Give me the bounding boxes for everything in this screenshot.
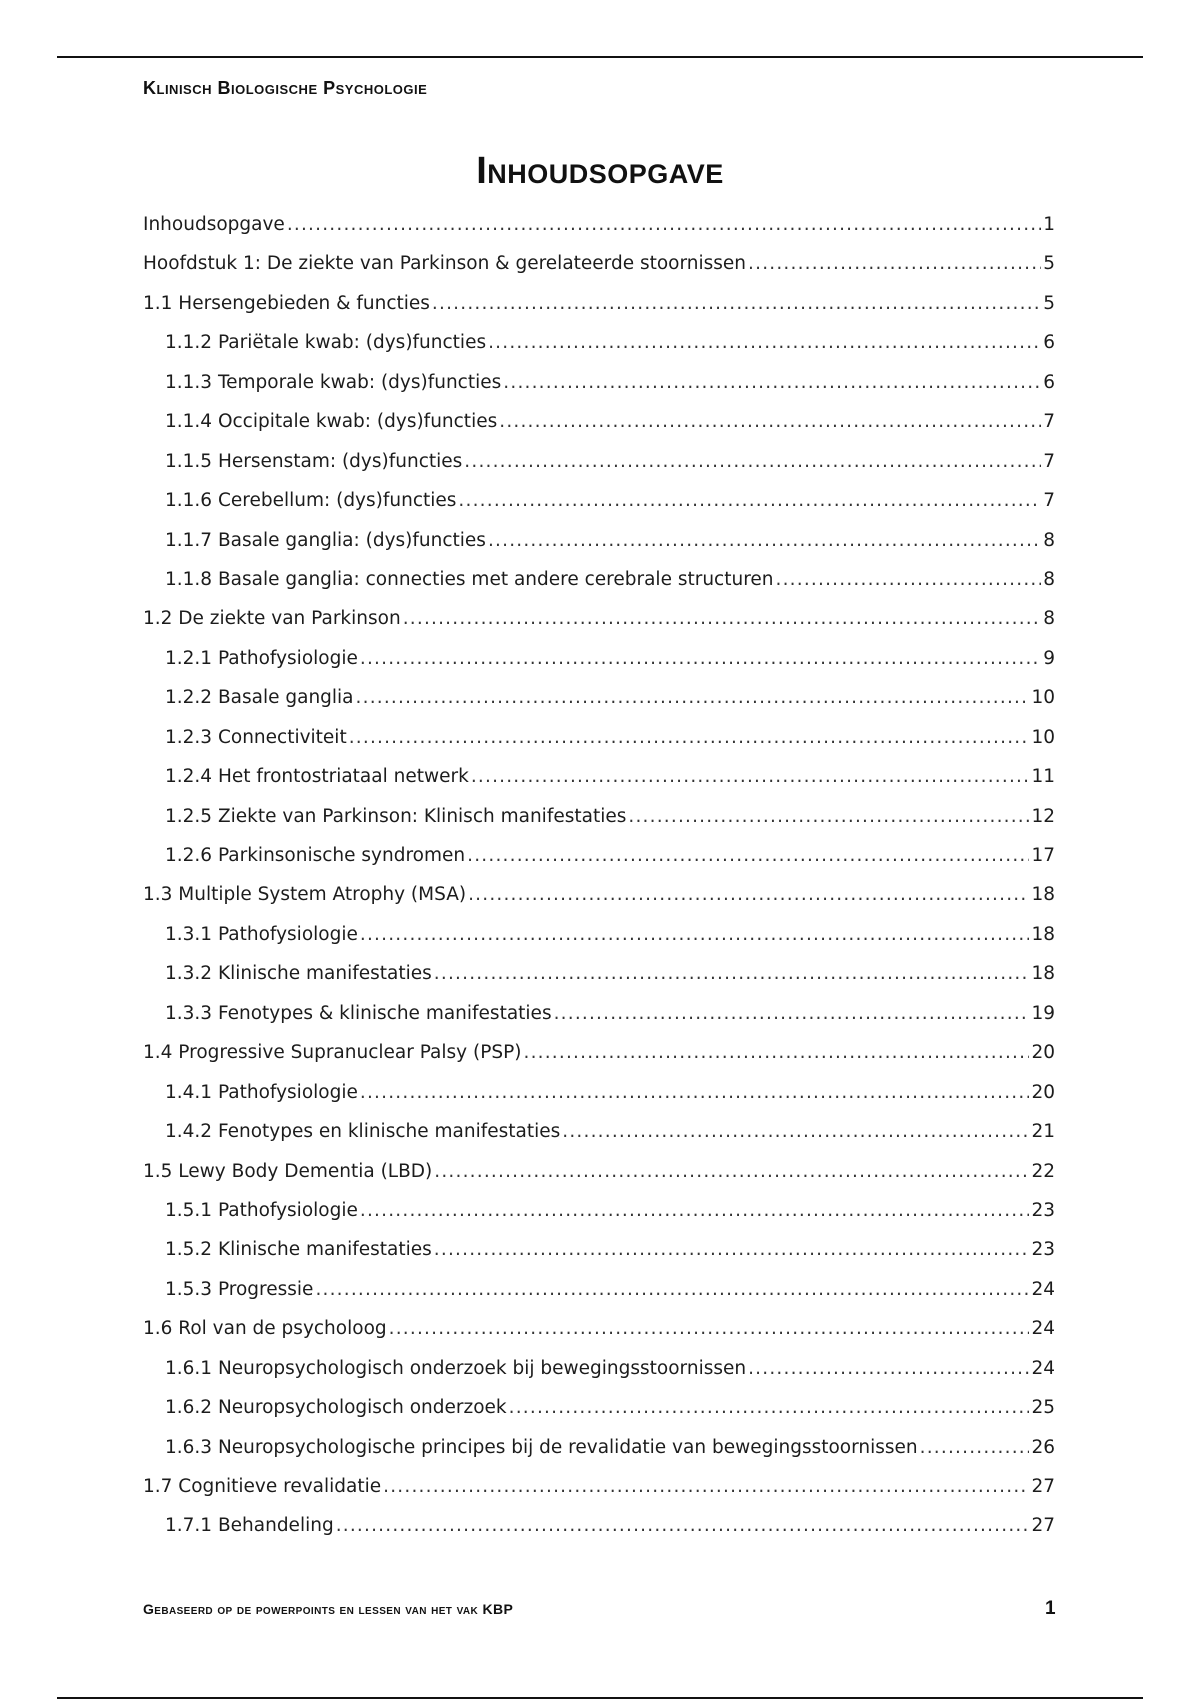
running-footer-note: Gebaseerd op de powerpoints en lessen van het vak KBP — [143, 1601, 514, 1617]
toc-dot-leader — [360, 924, 1030, 945]
toc-entry[interactable] — [143, 806, 1055, 845]
toc-entry-page: 24 — [1031, 1318, 1055, 1340]
toc-entry-page: 17 — [1031, 845, 1055, 866]
toc-entry[interactable] — [143, 1358, 1055, 1397]
toc-dot-leader — [464, 451, 1041, 472]
toc-dot-leader — [434, 1239, 1030, 1260]
toc-entry-page: 10 — [1031, 726, 1055, 748]
toc-entry-label: 1.5.3 Progressie — [165, 1278, 314, 1300]
toc-dot-leader — [360, 1082, 1030, 1103]
toc-entry-label: 1.3.1 Pathofysiologie — [165, 923, 358, 945]
toc-entry-page: 11 — [1031, 766, 1055, 788]
toc-entry-page: 8 — [1043, 568, 1055, 590]
toc-entry[interactable] — [143, 530, 1055, 569]
toc-entry[interactable] — [143, 1397, 1055, 1436]
toc-dot-leader — [499, 411, 1041, 432]
toc-dot-leader — [434, 1161, 1029, 1182]
toc-entry-page: 27 — [1031, 1476, 1055, 1497]
toc-entry-page: 8 — [1043, 529, 1055, 551]
page-title: Inhoudsopgave — [476, 150, 724, 192]
toc-entry[interactable] — [143, 1239, 1055, 1278]
toc-entry-label: 1.7.1 Behandeling — [165, 1515, 334, 1537]
toc-entry-label: 1.2.2 Basale ganglia — [165, 687, 354, 709]
toc-entry-page: 18 — [1031, 923, 1055, 945]
toc-entry[interactable] — [143, 963, 1055, 1002]
toc-dot-leader — [920, 1437, 1030, 1458]
toc-entry-page: 7 — [1043, 450, 1055, 472]
toc-entry[interactable] — [143, 1121, 1055, 1160]
toc-entry-page: 1 — [1043, 214, 1055, 235]
toc-dot-leader — [467, 845, 1029, 866]
toc-entry-page: 21 — [1031, 1121, 1055, 1143]
toc-entry-page: 23 — [1031, 1199, 1055, 1221]
toc-entry-label: 1.6.1 Neuropsychologisch onderzoek bij bewegingsstoornissen — [165, 1357, 747, 1379]
toc-dot-leader — [383, 1476, 1029, 1497]
toc-entry-label: 1.5 Lewy Body Dementia (LBD) — [143, 1160, 433, 1182]
toc-entry[interactable] — [143, 490, 1055, 529]
toc-entry[interactable] — [143, 1476, 1055, 1515]
toc-entry-page: 6 — [1043, 371, 1055, 393]
toc-dot-leader — [389, 1318, 1030, 1339]
toc-entry[interactable] — [143, 766, 1055, 805]
running-header-title: Klinisch Biologische Psychologie — [143, 78, 428, 98]
toc-entry-label: 1.5.2 Klinische manifestaties — [165, 1239, 432, 1261]
toc-entry-page: 22 — [1031, 1160, 1055, 1182]
toc-entry[interactable] — [143, 884, 1055, 923]
toc-dot-leader — [503, 372, 1041, 393]
toc-dot-leader — [488, 530, 1041, 551]
toc-dot-leader — [748, 253, 1041, 274]
page-number: 1 — [1045, 1598, 1056, 1619]
toc-dot-leader — [434, 963, 1030, 984]
footer-rule — [57, 1697, 1143, 1699]
toc-entry-page: 9 — [1043, 647, 1055, 669]
toc-entry-page: 26 — [1031, 1436, 1055, 1458]
toc-dot-leader — [315, 1279, 1029, 1300]
table-of-contents — [143, 214, 1055, 1555]
toc-entry-label: 1.4.2 Fenotypes en klinische manifestaties — [165, 1121, 561, 1143]
toc-entry[interactable] — [143, 214, 1055, 253]
toc-dot-leader — [554, 1003, 1030, 1024]
toc-entry[interactable] — [143, 1082, 1055, 1121]
toc-entry-page: 20 — [1031, 1042, 1055, 1064]
toc-entry-label: 1.7 Cognitieve revalidatie — [143, 1476, 382, 1497]
toc-dot-leader — [628, 806, 1029, 827]
toc-entry-page: 12 — [1031, 805, 1055, 827]
toc-entry-label: 1.5.1 Pathofysiologie — [165, 1199, 358, 1221]
toc-entry[interactable] — [143, 253, 1055, 292]
toc-entry-label: 1.1 Hersengebieden & functies — [143, 292, 430, 314]
toc-entry-label: 1.3 Multiple System Atrophy (MSA) — [143, 884, 467, 906]
toc-dot-leader — [509, 1397, 1030, 1418]
toc-entry-page: 24 — [1031, 1357, 1055, 1379]
toc-dot-leader — [360, 648, 1041, 669]
toc-entry-page: 18 — [1031, 884, 1055, 906]
toc-entry-page: 20 — [1031, 1081, 1055, 1103]
toc-dot-leader — [403, 608, 1042, 629]
toc-entry[interactable] — [143, 372, 1055, 411]
toc-entry-label: 1.4 Progressive Supranuclear Palsy (PSP) — [143, 1042, 522, 1064]
toc-entry-page: 6 — [1043, 332, 1055, 354]
toc-entry[interactable] — [143, 924, 1055, 963]
toc-dot-leader — [748, 1358, 1029, 1379]
toc-entry-page: 7 — [1043, 490, 1055, 512]
toc-dot-leader — [471, 766, 1030, 787]
toc-entry-label: 1.6 Rol van de psycholoog — [143, 1318, 387, 1340]
toc-entry-page: 25 — [1031, 1397, 1055, 1419]
toc-entry-page: 23 — [1031, 1239, 1055, 1261]
toc-entry[interactable] — [143, 1200, 1055, 1239]
toc-entry-label: 1.1.8 Basale ganglia: connecties met andere cerebrale structuren — [165, 568, 774, 590]
toc-entry-label: 1.1.6 Cerebellum: (dys)functies — [165, 490, 457, 512]
toc-entry-label: 1.1.4 Occipitale kwab: (dys)functies — [165, 411, 498, 433]
toc-entry-page: 5 — [1043, 292, 1055, 314]
toc-dot-leader — [523, 1042, 1029, 1063]
toc-entry-page: 27 — [1031, 1515, 1055, 1537]
toc-entry-page: 10 — [1031, 687, 1055, 709]
toc-entry-label: 1.3.3 Fenotypes & klinische manifestaties — [165, 1002, 552, 1024]
toc-entry-label: 1.1.3 Temporale kwab: (dys)functies — [165, 371, 502, 393]
toc-entry-label: 1.6.3 Neuropsychologische principes bij de revalidatie van bewegingsstoornissen — [165, 1436, 918, 1458]
toc-entry-page: 19 — [1031, 1002, 1055, 1024]
toc-entry-page: 24 — [1031, 1278, 1055, 1300]
toc-entry-label: Hoofdstuk 1: De ziekte van Parkinson & gerelateerde stoornissen — [143, 253, 747, 275]
toc-entry[interactable] — [143, 1161, 1055, 1200]
toc-entry-label: 1.2.3 Connectiviteit — [165, 726, 347, 748]
header-rule — [57, 56, 1143, 58]
toc-dot-leader — [562, 1121, 1029, 1142]
toc-entry[interactable] — [143, 1003, 1055, 1042]
toc-entry-page: 18 — [1031, 963, 1055, 985]
toc-entry[interactable] — [143, 1318, 1055, 1357]
toc-entry-label: 1.2.1 Pathofysiologie — [165, 647, 358, 669]
toc-dot-leader — [488, 332, 1041, 353]
toc-entry[interactable] — [143, 569, 1055, 608]
toc-dot-leader — [468, 884, 1029, 905]
toc-entry[interactable] — [143, 727, 1055, 766]
toc-entry-label: 1.2.6 Parkinsonische syndromen — [165, 845, 466, 866]
toc-entry[interactable] — [143, 1515, 1055, 1554]
toc-dot-leader — [776, 569, 1042, 590]
toc-entry[interactable] — [143, 451, 1055, 490]
toc-dot-leader — [360, 1200, 1030, 1221]
toc-entry[interactable] — [143, 411, 1055, 450]
toc-entry-page: 8 — [1043, 608, 1055, 630]
toc-entry[interactable] — [143, 687, 1055, 726]
toc-entry[interactable] — [143, 1042, 1055, 1081]
toc-dot-leader — [349, 727, 1030, 748]
toc-entry-page: 5 — [1043, 253, 1055, 275]
toc-entry-label: 1.2.5 Ziekte van Parkinson: Klinisch manifestaties — [165, 805, 627, 827]
toc-entry[interactable] — [143, 293, 1055, 332]
toc-entry-label: 1.1.5 Hersenstam: (dys)functies — [165, 450, 463, 472]
toc-entry-label: 1.2.4 Het frontostriataal netwerk — [165, 766, 469, 788]
toc-entry[interactable] — [143, 1437, 1055, 1476]
toc-entry-label: 1.2 De ziekte van Parkinson — [143, 608, 401, 630]
toc-entry-label: 1.4.1 Pathofysiologie — [165, 1081, 358, 1103]
toc-dot-leader — [336, 1515, 1030, 1536]
toc-entry-label: 1.1.2 Pariëtale kwab: (dys)functies — [165, 332, 487, 354]
toc-entry-label: 1.6.2 Neuropsychologisch onderzoek — [165, 1397, 507, 1419]
toc-entry-label: Inhoudsopgave — [143, 214, 285, 235]
toc-entry[interactable] — [143, 332, 1055, 371]
toc-dot-leader — [432, 293, 1041, 314]
toc-entry-page: 7 — [1043, 411, 1055, 433]
toc-entry[interactable] — [143, 648, 1055, 687]
toc-dot-leader — [287, 214, 1041, 235]
toc-entry[interactable] — [143, 608, 1055, 647]
toc-entry-label: 1.1.7 Basale ganglia: (dys)functies — [165, 529, 486, 551]
toc-entry[interactable] — [143, 1279, 1055, 1318]
toc-entry[interactable] — [143, 845, 1055, 884]
toc-entry-label: 1.3.2 Klinische manifestaties — [165, 963, 432, 985]
toc-dot-leader — [356, 687, 1030, 708]
toc-dot-leader — [458, 490, 1041, 511]
